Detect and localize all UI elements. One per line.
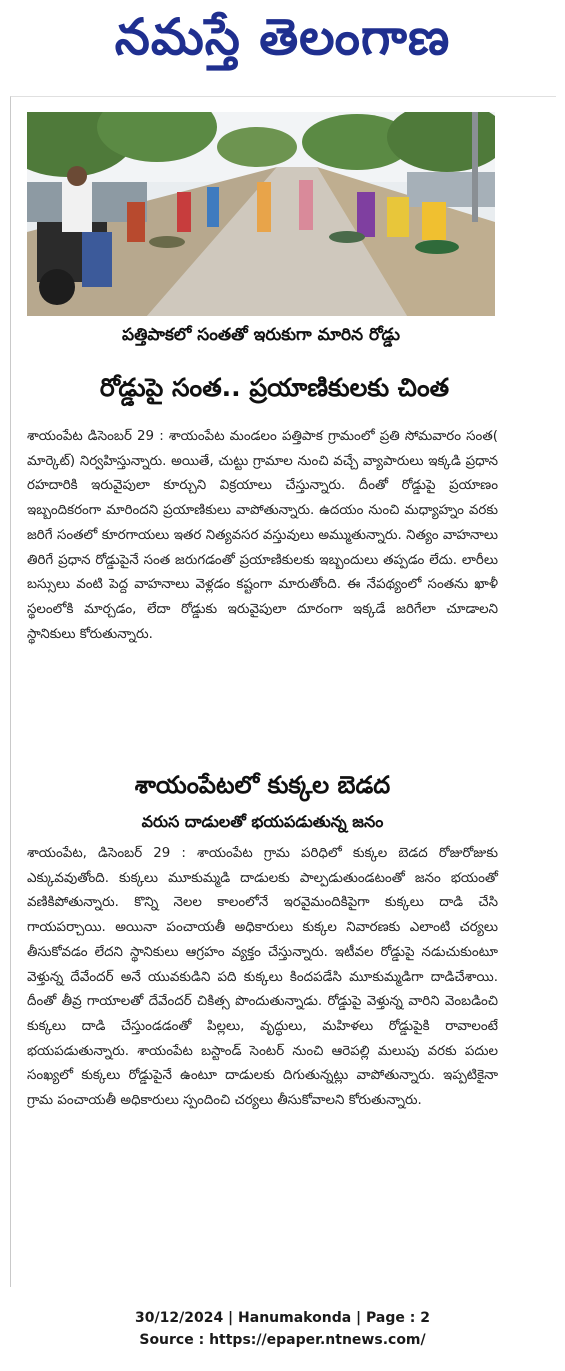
photo-caption: పత్తిపాకలో సంతతో ఇరుకుగా మారిన రోడ్డు — [122, 325, 400, 345]
newspaper-masthead: నమస్తే తెలంగాణ — [114, 8, 451, 66]
article-headline-2: శాయంపేటలో కుక్కల బెడద — [134, 771, 391, 799]
article-body-2: శాయంపేట, డిసెంబర్ 29 : శాయంపేట గ్రామ పరిధిలో కుక్కల బెడద రోజురోజుకు ఎక్కువవుతోంది. కుక్కలు మూకుమ్మడి దాడులకు పాల్పడుతుండటంతో జనం భయంతో వణికిపోతున్నారు. కొన్ని నెలల కాలంలోనే ఇరవైమందికిపైగా కుక్కలు దాడి చేసి గాయపర్చాయి. అయినా పంచాయతీ అధికారులు కుక్కల నివారణకు ఎలాంటి చర్యలు తీసుకోవడం లేదని స్థానికులు ఆగ్రహం వ్యక్తం చేస్తున్నారు. ఇటీవల రోడ్డుపై నడుచుకుంటూ వెళ్తున్న దేవేందర్ అనే యువకుడిని పది కుక్కలు కిందపడేసి మూకుమ్మడిగా దాడిచేశాయి. దీంతో తీవ్ర గాయాలతో దేవేందర్ చికిత్స పొందుతున్నాడు. రోడ్డుపై వెళ్తున్న వారిని వెంబడించి కుక్కలు దాడి చేస్తుండడంతో పిల్లలు, వృద్ధులు, మహిళలు రోడ్డుపైకి రావాలంటే భయపడుతున్నారు. శాయంపేట బస్టాండ్ సెంటర్ నుంచి ఆరెపల్లి మలుపు వరకు పదుల సంఖ్యలో కుక్కలు రోడ్డుపైనే ఉంటూ దాడులకు దిగుతున్నట్లు వాపోతున్నారు. ఇప్పటికైనా గ్రామ పంచాయతీ అధికారులు స్పందించి చర్యలు తీసుకోవాలని కోరుతున్నారు. — [27, 846, 498, 1109]
edition-info: 30/12/2024 | Hanumakonda | Page : 2 — [135, 1310, 430, 1326]
source-link[interactable]: Source : https://epaper.ntnews.com/ — [139, 1332, 426, 1348]
article-subheadline: వరుస దాడులతో భయపడుతున్న జనం — [141, 812, 384, 831]
market-street-photo — [27, 112, 495, 316]
article-body: శాయంపేట డిసెంబర్ 29 : శాయంపేట మండలం పత్తిపాక గ్రామంలో ప్రతి సోమవారం సంత( మార్కెట్) నిర్వహిస్తున్నారు. అయితే, చుట్టు గ్రామాల నుంచి వచ్చే వ్యాపారులు ఇక్కడి ప్రధాన రహదారికి ఇరువైపులా కూర్చుని విక్రయాలు చేస్తున్నారు. దీంతో రోడ్డుపై ప్రయాణం ఇబ్బందికరంగా మారిందని ప్రయాణికులు వాపోతున్నారు. ఉదయం నుంచి మధ్యాహ్నం వరకు జరిగే సంతలో కూరగాయలు ఇతర నిత్యవసర వస్తువులు అమ్ముతున్నారు. నిత్యం వాహనాలు తిరిగే ప్రధాన రోడ్డుపైనే సంత జరుగడంతో ప్రయాణికులకు ఇబ్బందులు తప్పడం లేదు. లారీలు బస్సులు వంటి పెద్ద వాహనాలు వెళ్లడం కష్టంగా మారుతోంది. ఈ నేపథ్యంలో సంతను ఖాళీ స్థలంలోకి మార్చడం, లేదా రోడ్డుకు ఇరువైపులా దూరంగా ఇక్కడే జరిగేలా చూడాలని స్థానికులు కోరుతున్నారు. — [27, 429, 498, 642]
article-headline: రోడ్డుపై సంత.. ప్రయాణికులకు చింత — [99, 373, 450, 402]
